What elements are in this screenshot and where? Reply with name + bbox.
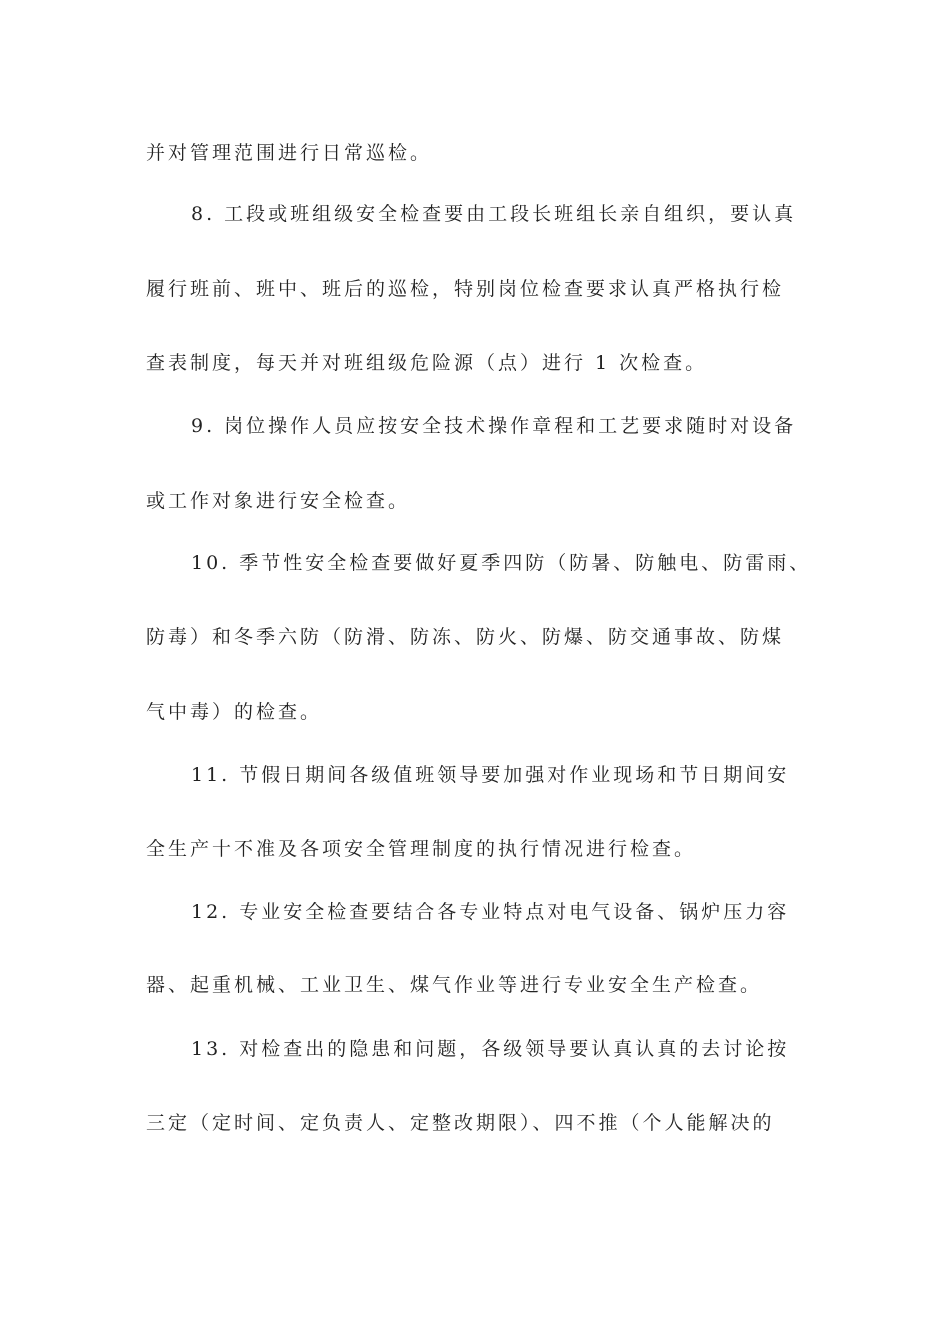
paragraph-10-line-3: 气中毒）的检查。 — [146, 701, 323, 723]
paragraph-8-line-3: 查表制度，每天并对班组级危险源（点）进行 1 次检查。 — [146, 352, 708, 374]
paragraph-9-line-2: 或工作对象进行安全检查。 — [146, 490, 411, 512]
paragraph-12-line-1: 12. 专业安全检查要结合各专业特点对电气设备、锅炉压力容 — [191, 901, 790, 923]
paragraph-8-line-2: 履行班前、班中、班后的巡检，特别岗位检查要求认真严格执行检 — [146, 278, 785, 300]
paragraph-11-line-1: 11. 节假日期间各级值班领导要加强对作业现场和节日期间安 — [191, 764, 790, 786]
paragraph-13-line-1: 13. 对检查出的隐患和问题，各级领导要认真认真的去讨论按 — [191, 1038, 790, 1060]
paragraph-11-line-2: 全生产十不准及各项安全管理制度的执行情况进行检查。 — [146, 838, 697, 860]
text-line-1: 并对管理范围进行日常巡检。 — [146, 142, 433, 164]
paragraph-13-line-2: 三定（定时间、定负责人、定整改期限）、四不推（个人能解决的 — [146, 1112, 775, 1134]
paragraph-10-line-2: 防毒）和冬季六防（防滑、防冻、防火、防爆、防交通事故、防煤 — [146, 626, 785, 648]
paragraph-8-line-1: 8. 工段或班组级安全检查要由工段长班组长亲自组织，要认真 — [191, 203, 797, 225]
paragraph-10-line-1: 10. 季节性安全检查要做好夏季四防（防暑、防触电、防雷雨、 — [191, 552, 812, 574]
paragraph-9-line-1: 9. 岗位操作人员应按安全技术操作章程和工艺要求随时对设备 — [191, 415, 797, 437]
paragraph-12-line-2: 器、起重机械、工业卫生、煤气作业等进行专业安全生产检查。 — [146, 974, 763, 996]
